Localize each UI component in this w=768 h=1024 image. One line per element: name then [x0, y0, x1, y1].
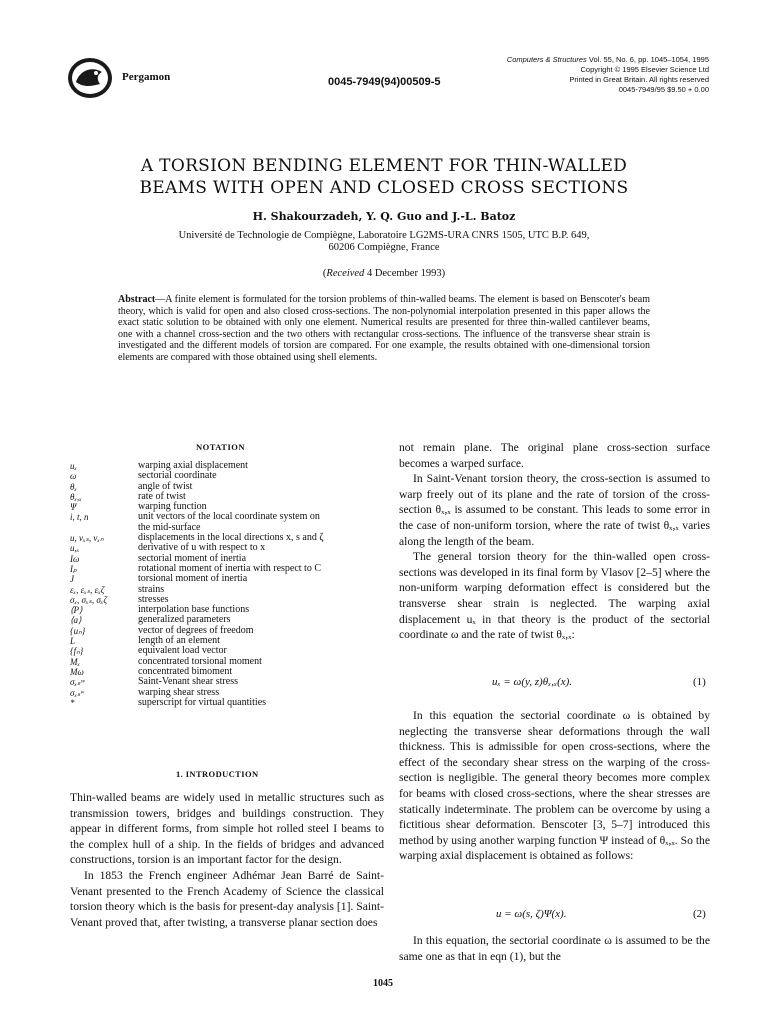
notation-definition: the mid-surface [138, 521, 201, 533]
notation-definition: torsional moment of inertia [138, 573, 248, 585]
introduction-heading: 1. INTRODUCTION [176, 769, 259, 779]
notation-row [70, 471, 388, 481]
notation-symbol: ⟨P⟩ [70, 605, 83, 616]
notation-symbol: σₓₛʷ [70, 687, 84, 698]
affiliation [80, 230, 688, 254]
right-paragraph-3: The general torsion theory for the thin-walled open cross-sections was developed in its final form by Vlasov [2–5] where the non-uniform warping deformation effect is considered but the transverse shear strain is neglected. The warping axial displacement uₓ in that theory is the product of the sectorial coordinate ω and the rate of twist θₓ,ₓ: [399, 550, 710, 642]
doi-code: 0045-7949(94)00509-5 [328, 76, 441, 88]
notation-row [70, 626, 388, 636]
notation-definition: rate of twist [138, 490, 186, 502]
notation-definition: angle of twist [138, 480, 193, 492]
pergamon-logo-icon [66, 56, 114, 100]
received-date: (Received 4 December 1993) [322, 268, 446, 279]
notation-definition: concentrated bimoment [138, 665, 233, 677]
authors: H. Shakourzadeh, Y. Q. Guo and J.-L. Batoz [252, 210, 516, 223]
received-label: Received [326, 268, 365, 279]
notation-definition: displacements in the local directions x, s and ζ [138, 532, 324, 544]
publisher-name: Pergamon [122, 71, 171, 83]
notation-definition: sectorial coordinate [138, 470, 217, 482]
abstract-text: —A finite element is formulated for the torsion problems of thin-walled beams. The element is based on Benscoter's beam theory, which is valid for open and also closed cross-sections. The non-polynomial interpolation presented in this paper allows the exact static solution to be obtained with only one element. Numerical results are presented for three thin-walled cantilever beams, one with a channel cross-section and the two others with rectangular cross-sections. The influence of the transverse shear strain is investigated and the different models of torsion are compared. For one example, the results obtained with one-dimensional torsion elements are compared with those obtained using shell elements. [118, 294, 650, 363]
equation-2: u = ω(s, ζ)Ψ(x). [496, 908, 567, 920]
left-column-text [70, 790, 384, 930]
printed-line: Printed in Great Britain. All rights reserved [569, 75, 709, 84]
notation-symbol: J [70, 574, 74, 585]
notation-row [70, 482, 388, 492]
equation-1-number: (1) [693, 676, 706, 688]
notation-symbol: σₓ, σₓₛ, σₓζ [70, 594, 107, 605]
abstract-label: Abstract [118, 294, 156, 305]
price-line: 0045-7949/95 $9.50 + 0.00 [618, 85, 709, 94]
right-column-text-1 [399, 440, 710, 643]
affiliation-line-2: 60206 Compiègne, France [328, 242, 440, 253]
notation-symbol: Iₚ [70, 563, 77, 574]
equation-2-number: (2) [693, 908, 706, 920]
notation-symbol: θₓ [70, 481, 77, 492]
notation-row [70, 698, 388, 708]
notation-definition: rotational moment of inertia with respect to C [138, 562, 322, 574]
notation-symbol: θₓ,ₓ [70, 491, 82, 502]
notation-definition: strains [138, 583, 165, 595]
right-paragraph-2: In Saint-Venant torsion theory, the cross-section is assumed to warp freely out of its plane and the rate of torsion of the cross-section θₓ,ₓ is assumed to be constant. This leads to some error in the case of non-uniform torsion, where the rate of twist θₓ,ₓ varies along the length of the beam. [399, 472, 710, 548]
notation-definition: concentrated torsional moment [138, 655, 262, 667]
notation-symbol: ⟨a⟩ [70, 615, 82, 626]
title-line-2: BEAMS WITH OPEN AND CLOSED CROSS SECTIONS [139, 178, 629, 198]
notation-symbol: {uₙ} [70, 625, 86, 636]
page-number: 1045 [373, 978, 393, 989]
notation-definition: Saint-Venant shear stress [138, 676, 238, 688]
right-column-text-2 [399, 708, 710, 864]
intro-paragraph-2: In 1853 the French engineer Adhémar Jean Barré de Saint-Venant presented to the French Academy of Science the classical torsion theory which is the basis for present-day analysis [1]. Saint-Venant proved that, after twisting, a transverse planar section does [70, 868, 384, 929]
notation-symbol: Ψ [70, 502, 77, 513]
notation-row [70, 461, 388, 471]
journal-name: Computers & Structures [506, 55, 587, 64]
notation-definition: interpolation base functions [138, 604, 250, 616]
notation-symbol: L [70, 636, 76, 647]
notation-definition: generalized parameters [138, 614, 231, 626]
right-paragraph-1: not remain plane. The original plane cross-section surface becomes a warped surface. [399, 441, 710, 470]
affiliation-line-1: Université de Technologie de Compiègne, Laboratoire LG2MS-URA CNRS 1505, UTC B.P. 649, [178, 230, 590, 241]
notation-row [70, 574, 388, 584]
equation-1: uₓ = ω(y, z)θₓ,ₓ(x). [492, 676, 573, 688]
notation-row [70, 636, 388, 646]
notation-heading: NOTATION [196, 442, 246, 452]
notation-definition: vector of degrees of freedom [138, 624, 254, 636]
notation-symbol: Mω [70, 666, 84, 677]
notation-symbol: u, vₓₛ, vₓₙ [70, 533, 104, 544]
notation-row [70, 512, 388, 522]
notation-list [70, 461, 388, 708]
paper-title [80, 155, 688, 199]
notation-definition: sectorial moment of inertia [138, 552, 247, 564]
right-column-text-3 [399, 933, 710, 964]
notation-row [70, 585, 388, 595]
notation-definition: warping function [138, 501, 207, 513]
notation-definition: length of an element [138, 635, 220, 647]
notation-symbol: i, t, n [70, 512, 89, 523]
notation-symbol: uₓ [70, 461, 78, 471]
abstract [118, 294, 650, 364]
notation-symbol: ω [70, 471, 77, 482]
notation-symbol: Iω [70, 553, 80, 564]
notation-symbol: u,ₓ [70, 543, 80, 554]
received-value: 4 December 1993 [366, 268, 442, 279]
notation-definition: stresses [138, 593, 169, 605]
notation-definition: warping shear stress [138, 686, 220, 698]
right-paragraph-4: In this equation the sectorial coordinate ω is obtained by neglecting the transverse shear deformations through the wall thickness. This is admissible for open cross-sections, where the effect of the secondary shear stress on the warping of the cross-section is negligible. The general theory becomes more complex for beams with closed cross-sections, where the shear stresses are statically indeterminate. The problem can be overcome by using a fictitious shear deformation. Benscoter [3, 5–7] introduced this method by using another warping function Ψ instead of θₓ,ₓ. So the warping axial displacement is obtained as follows: [399, 709, 710, 863]
notation-row [70, 677, 388, 687]
publication-info [409, 55, 709, 95]
notation-row [70, 492, 388, 502]
notation-symbol: {fₙ} [70, 646, 84, 657]
notation-symbol: * [70, 697, 75, 708]
notation-symbol [70, 523, 138, 533]
notation-definition: warping axial displacement [138, 460, 248, 471]
notation-definition: unit vectors of the local coordinate system on [138, 511, 320, 523]
notation-symbol: σₓₛˢᵛ [70, 677, 85, 688]
notation-symbol: Mₓ [70, 656, 81, 667]
right-paragraph-5: In this equation, the sectorial coordinate ω is assumed to be the same one as that in eqn (1), but the [399, 934, 710, 963]
notation-definition: equivalent load vector [138, 645, 227, 657]
notation-definition: derivative of u with respect to x [138, 542, 266, 554]
notation-symbol: εₓ, εₓₛ, εₓζ [70, 584, 105, 595]
intro-paragraph-1: Thin-walled beams are widely used in metallic structures such as transmission towers, bridges and buildings construction. They appear in different forms, from simple hot rolled steel I beams to the complex hull of a ship. In the fields of bridges and advanced constructions, torsion is an important factor for the design. [70, 791, 384, 867]
title-line-1: A TORSION BENDING ELEMENT FOR THIN-WALLED [140, 156, 628, 176]
notation-definition: superscript for virtual quantities [138, 696, 267, 708]
journal-volume: Vol. 55, No. 6, pp. 1045–1054, 1995 [586, 55, 709, 64]
copyright-line: Copyright © 1995 Elsevier Science Ltd [580, 65, 709, 74]
